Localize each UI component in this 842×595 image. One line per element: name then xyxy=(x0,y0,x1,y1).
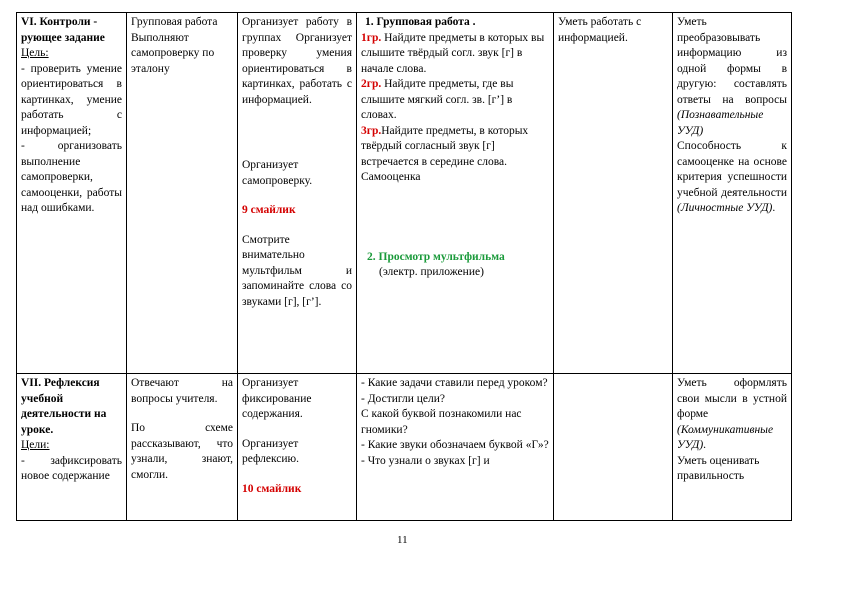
uud-text: Способность к самооценке на основе критерия успешности учебной деятельности (Личностные УУД). xyxy=(677,140,787,214)
students-text: По схеме рассказывают, что узнали, знают, смогли. xyxy=(131,422,233,481)
goal-item: - зафиксировать новое содержание xyxy=(21,454,122,482)
uud-text: Уметь преобразовывать информацию из одной формы в другую: составлять ответы на вопросы (Познавательные УУД) xyxy=(677,16,787,137)
question: - Что узнали о звуках [г] и xyxy=(361,454,490,467)
smiley-label: 10 смайлик xyxy=(242,482,302,495)
teacher-text: Организует фиксирование содержания. xyxy=(242,377,312,420)
content-cell xyxy=(357,374,554,521)
goal-item: - организовать выполнение самопроверки, самооценки, работы над ошибками. xyxy=(21,140,122,214)
question: - Какие задачи ставили перед уроком? xyxy=(361,377,548,389)
question: - Какие звуки обозначаем буквой «Г»? xyxy=(361,439,549,451)
group-task: 1гр. Найдите предметы в которых вы слышите твёрдый согл. звук [г] в начале слова. xyxy=(361,31,545,75)
stage-title: VI. Контроли - рующее задание xyxy=(21,16,105,44)
stage-cell xyxy=(17,374,127,521)
stage-cell xyxy=(17,13,127,374)
results-text: Уметь работать с информацией. xyxy=(558,16,642,44)
results-cell xyxy=(554,13,673,374)
question: С какой буквой познакомили нас гномики? xyxy=(361,408,522,436)
content-cell xyxy=(357,13,554,374)
goal-label: Цели: xyxy=(21,439,50,451)
self-eval: Самооценка xyxy=(361,171,421,183)
teacher-cell xyxy=(238,374,357,521)
table-row xyxy=(17,374,792,521)
group-task: 2гр. Найдите предметы, где вы слышите мягкий согл. зв. [г’] в словах. xyxy=(361,78,514,121)
group-task: 3гр.Найдите предметы, в которых твёрдый согласный звук [г] встречается в середине слова. xyxy=(361,124,529,168)
teacher-text: Смотрите внимательно мультфильм и запоминайте слова со звуками [г], [г’]. xyxy=(242,233,352,308)
task-title: 1. Групповая работа . xyxy=(365,16,476,28)
uud-cell xyxy=(673,13,792,374)
smiley-label: 9 смайлик xyxy=(242,204,296,216)
teacher-text: Организует самопроверку. xyxy=(242,159,313,187)
goal-item: - проверить умение ориентироваться в картинках, умение работать с информацией; xyxy=(21,62,122,137)
page-number: 11 xyxy=(397,534,408,546)
table-row xyxy=(17,13,792,374)
uud-text: Уметь оценивать правильность xyxy=(677,454,760,482)
teacher-text: Организует рефлексию. xyxy=(242,437,300,465)
students-cell xyxy=(127,374,238,521)
uud-cell xyxy=(673,374,792,521)
students-text: Отвечают на вопросы учителя. xyxy=(131,377,233,405)
students-cell xyxy=(127,13,238,374)
students-text: Групповая работа Выполняют самопроверку по эталону xyxy=(131,16,218,75)
group-label: 2гр. xyxy=(361,78,382,90)
lesson-plan-table xyxy=(16,12,792,521)
task-note: (электр. приложение) xyxy=(379,266,484,278)
results-cell xyxy=(554,374,673,521)
group-label: 1гр. xyxy=(361,31,382,44)
task-title: 2. Просмотр мультфильма xyxy=(367,250,505,263)
question: - Достигли цели? xyxy=(361,392,446,405)
uud-text: Уметь оформлять свои мысли в устной форме (Коммуникативные УУД). xyxy=(677,377,787,451)
teacher-text: Организует работу в группах Организует проверку умения ориентироваться в картинках, работать с информацией. xyxy=(242,16,352,106)
group-label: 3гр. xyxy=(361,124,382,137)
teacher-cell xyxy=(238,13,357,374)
goal-label: Цель: xyxy=(21,47,49,59)
stage-title: VII. Рефлексия учебной деятельности на уроке. xyxy=(21,377,107,436)
